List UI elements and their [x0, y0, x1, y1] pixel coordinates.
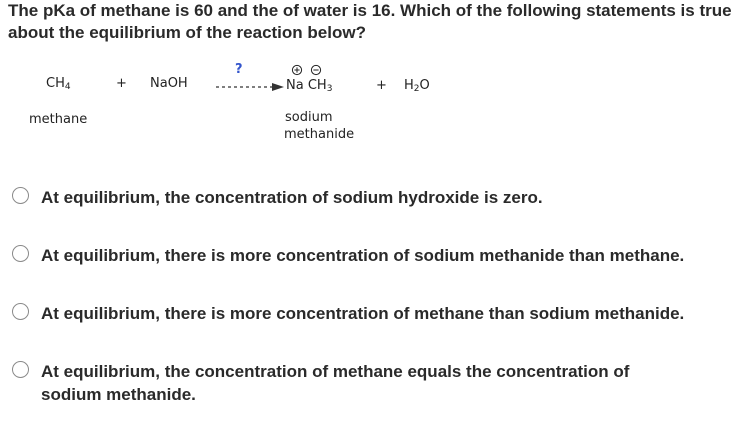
product-water: $H_2O$: [404, 78, 430, 94]
reactant-methane-formula: $CH_4$: [46, 76, 71, 92]
radio-button-4[interactable]: [12, 361, 29, 378]
product-sodium-methanide-name-line2: methanide: [284, 127, 355, 142]
radio-button-3[interactable]: [12, 303, 29, 320]
question-text: The pKa of methane is 60 and the of water is 16. Which of the following statements is true about the equilibrium of the reaction below?: [8, 1, 732, 42]
plus-sign-1: +: [116, 76, 127, 91]
answer-option-4-text: At equilibrium, the concentration of methane equals the concentration of sodium methanide.: [41, 362, 630, 404]
arrow-question-label: ?: [235, 62, 243, 77]
radio-button-1[interactable]: [12, 187, 29, 204]
answer-option-2-text: At equilibrium, there is more concentration of sodium methanide than methane.: [41, 246, 685, 265]
answer-option-1-text: At equilibrium, the concentration of sodium hydroxide is zero.: [41, 188, 543, 207]
radio-button-2[interactable]: [12, 245, 29, 262]
product-sodium-methanide-name-line1: sodium: [285, 110, 333, 125]
reaction-scheme: [0, 0, 748, 160]
negative-charge-icon: [310, 64, 322, 76]
plus-sign-2: +: [376, 78, 387, 93]
reactant-naoh: NaOH: [150, 76, 188, 91]
answer-option-3-text: At equilibrium, there is more concentration of methane than sodium methanide.: [41, 304, 685, 323]
dashed-arrow-icon: [216, 82, 286, 92]
positive-charge-icon: [291, 64, 303, 76]
reactant-methane-name: methane: [29, 112, 88, 127]
product-sodium-methanide-formula: Na $CH_3$: [286, 78, 333, 94]
